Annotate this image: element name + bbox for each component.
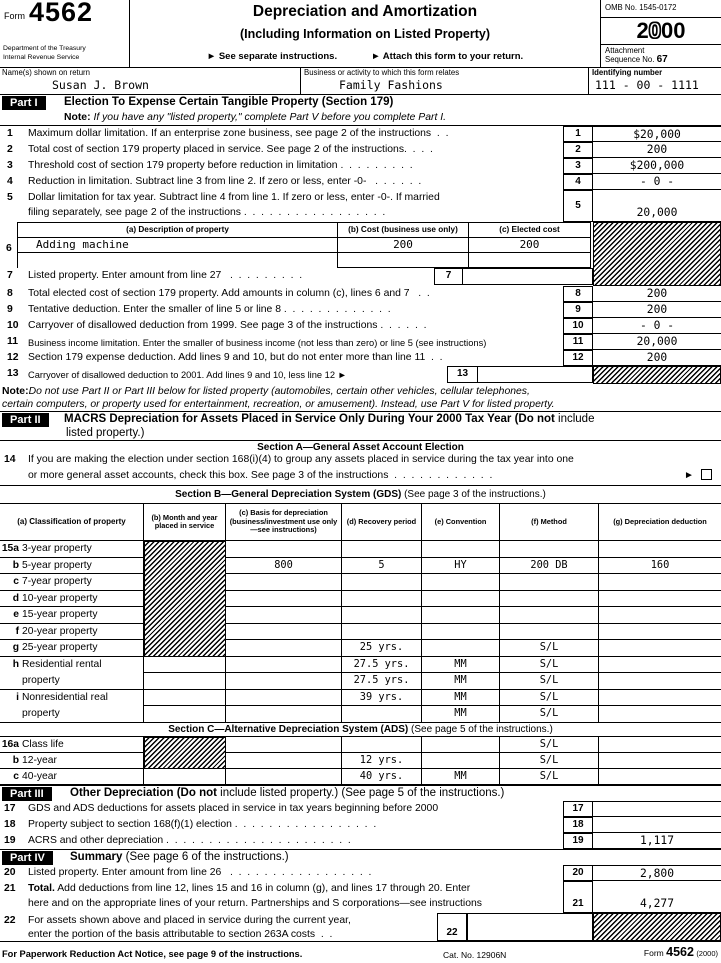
line9-box: 9 — [563, 302, 593, 318]
sequence-number: 67 — [656, 54, 668, 65]
line-19: 19 ACRS and other depreciation . . . . . . . . . . . . . . . . . . . . . . 19 1,117 — [0, 833, 721, 849]
line5-box: 5 — [563, 190, 593, 222]
line1-box: 1 — [563, 126, 593, 142]
line-14: 14 If you are making the election under section 168(i)(4) to group any assets placed in service during the tax year into one or more general asset accounts, check this box. See page 3 of the instructions . . . . . . . . . . . . ► — [0, 452, 721, 486]
form-word: Form — [4, 11, 25, 21]
col-e-header: (e) Convention — [422, 504, 500, 541]
row2-elected-cost[interactable] — [469, 253, 591, 268]
part4-title: Summary (See page 6 of the instructions.) — [70, 851, 289, 863]
line-1: 1 Maximum dollar limitation. If an enterprise zone business, see page 2 of the instructions . . 1 $20,000 — [0, 126, 721, 142]
line19-box: 19 — [563, 833, 593, 849]
line8-value[interactable]: 200 — [593, 286, 721, 302]
form-number-block — [0, 0, 130, 68]
line-9: 9 Tentative deduction. Enter the smaller of line 5 or line 8 . . . . . . . . . . . . . 9 200 — [0, 302, 721, 318]
sectionB-table — [0, 503, 721, 722]
basis-15b[interactable]: 800 — [226, 558, 342, 575]
line18-box: 18 — [563, 817, 593, 833]
part3-header — [0, 785, 721, 801]
business-label: Business or activity to which this form relates — [304, 68, 460, 77]
part2-title: MACRS Depreciation for Assets Placed in Service Only During Your 2000 Tax Year (Do not include — [64, 413, 595, 425]
row-15c: c 7-year property — [0, 574, 721, 591]
row-16a: 16a Class life S/L — [0, 737, 721, 753]
line-13: 13 Carryover of disallowed deduction to 2001. Add lines 9 and 10, less line 12 ► 13 — [0, 366, 721, 384]
line13-value[interactable] — [477, 366, 593, 383]
hatch-15a-to-15g-month-col — [144, 541, 226, 657]
tax-year: 2000 — [636, 18, 686, 43]
line17-box: 17 — [563, 801, 593, 817]
identifying-number-cell — [588, 68, 721, 95]
name-field[interactable]: Susan J. Brown — [52, 78, 149, 92]
row-15i-1: i Nonresidential real 39 yrs. MM S/L — [0, 690, 721, 707]
paperwork-notice: For Paperwork Reduction Act Notice, see page 9 of the instructions. — [2, 949, 303, 959]
part4-header — [0, 849, 721, 865]
table6-col-a-header: (a) Description of property — [17, 222, 338, 238]
attach-note: ► Attach this form to your return. — [371, 51, 524, 62]
row2-cost[interactable] — [338, 253, 469, 268]
part2-header — [0, 411, 721, 440]
footer-rule — [0, 941, 721, 942]
see-instructions-note: ► See separate instructions. — [206, 51, 338, 62]
line8-box: 8 — [563, 286, 593, 302]
row-15f: f 20-year property — [0, 624, 721, 641]
form-title: Depreciation and Amortization — [252, 3, 478, 20]
catalog-number: Cat. No. 12906N — [443, 950, 507, 960]
row-15d: d 10-year property — [0, 591, 721, 608]
line11-value[interactable]: 20,000 — [593, 334, 721, 350]
row-15h-1: h Residential rental 27.5 yrs. MM S/L — [0, 657, 721, 674]
line-4: 4 Reduction in limitation. Subtract line 3 from line 2. If zero or less, enter -0- . . . . . . 4 - 0 - — [0, 174, 721, 190]
line7-box: 7 — [434, 268, 463, 285]
omb-number: OMB No. 1545-0172 — [601, 0, 721, 18]
line12-value[interactable]: 200 — [593, 350, 721, 366]
attachment-sequence: Attachment Sequence No. 67 — [601, 44, 721, 64]
col-g-header: (g) Depreciation deduction — [599, 504, 721, 541]
row2-description[interactable] — [17, 253, 338, 268]
table6-row-2 — [17, 253, 593, 268]
line-12: 12 Section 179 expense deduction. Add lines 9 and 10, but do not enter more than line 11 . . 12 200 — [0, 350, 721, 366]
line3-box: 3 — [563, 158, 593, 174]
sectionB-header-row — [0, 504, 721, 541]
hatch-16a-16b-month-col — [144, 737, 226, 769]
row1-cost[interactable]: 200 — [338, 238, 469, 253]
line17-value[interactable] — [593, 801, 721, 817]
form-subtitle: (Including Information on Listed Property) — [240, 27, 490, 41]
identifying-number-label: Identifying number — [592, 68, 663, 77]
name-cell — [0, 68, 300, 95]
line-20: 20 Listed property. Enter amount from line 26 . . . . . . . . . . . . . . . . . 20 2,800 — [0, 865, 721, 881]
row-15i-2: property MM S/L — [0, 706, 721, 723]
line10-box: 10 — [563, 318, 593, 334]
col-f-header: (f) Method — [500, 504, 599, 541]
basis-15a[interactable] — [226, 541, 342, 558]
row-16b: b 12-year 12 yrs. S/L — [0, 753, 721, 769]
line19-value[interactable]: 1,117 — [593, 833, 721, 849]
row-15g: g 25-year property 25 yrs. S/L — [0, 640, 721, 657]
line5-value[interactable]: 20,000 — [593, 190, 721, 222]
line-11: 11 Business income limitation. Enter the smaller of business income (not less than zero) or line 5 (see instructions) 11 20,000 — [0, 334, 721, 350]
footer-form-number: 4562 — [666, 945, 694, 959]
line22-box: 22 — [437, 913, 467, 941]
sectionC-title: Section C—Alternative Depreciation System (ADS) (See page 5 of the instructions.) — [0, 722, 721, 737]
row-15a: 15a 3-year property — [0, 541, 721, 558]
identity-row — [0, 68, 721, 95]
hollow-zero: 0 — [648, 18, 661, 43]
footer — [0, 945, 721, 963]
line22-value[interactable] — [467, 913, 593, 941]
part4-chip: Part IV — [2, 851, 53, 865]
line10-value[interactable]: - 0 - — [593, 318, 721, 334]
line4-box: 4 — [563, 174, 593, 190]
dept-line1: Department of the Treasury — [3, 45, 86, 52]
form-title-block — [130, 0, 600, 68]
line-5: 5 Dollar limitation for tax year. Subtract line 4 from line 1. If zero or less, enter -0-. If married filing separately, see page 2 of the instructions . . . . . . . . . . . . . . . . . 5 20,000 — [0, 190, 721, 222]
line18-value[interactable] — [593, 817, 721, 833]
row-15h-2: property 27.5 yrs. MM S/L — [0, 673, 721, 690]
identifying-number-field[interactable]: 111 - 00 - 1111 — [595, 78, 699, 92]
line4-value[interactable]: - 0 - — [593, 174, 721, 190]
table6-col-c-header: (c) Elected cost — [469, 222, 591, 238]
business-field[interactable]: Family Fashions — [339, 78, 443, 92]
line-21: 21 Total. Add deductions from line 12, lines 15 and 16 in column (g), and lines 17 through 20. Enter here and on the appropriate lines of your return. Partnerships and S corporations—see instructions 21 4,277 — [0, 881, 721, 913]
line2-value[interactable]: 200 — [593, 142, 721, 158]
line12-box: 12 — [563, 350, 593, 366]
line11-box: 11 — [563, 334, 593, 350]
line-7: 7 Listed property. Enter amount from line 27 . . . . . . . . . 7 — [0, 268, 721, 286]
line-2: 2 Total cost of section 179 property placed in service. See page 2 of the instructions. . . . 2 200 — [0, 142, 721, 158]
form-number: 4562 — [29, 0, 94, 27]
row-15e: e 15-year property — [0, 607, 721, 624]
line14-arrow: ► — [684, 470, 694, 481]
col-b-header: (b) Month and year placed in service — [144, 504, 226, 541]
form-header — [0, 0, 721, 68]
line1-value[interactable]: $20,000 — [593, 126, 721, 142]
sectionB-title: Section B—General Depreciation System (GDS) (See page 3 of the instructions.) — [175, 489, 546, 500]
sectionA-title: Section A—General Asset Account Election — [0, 440, 721, 452]
line-3: 3 Threshold cost of section 179 property before reduction in limitation . . . . . . . . . 3 $200,000 — [0, 158, 721, 174]
line-22: 22 For assets shown above and placed in service during the current year, enter the portion of the basis attributable to section 263A costs . . 22 — [0, 913, 721, 941]
line-8: 8 Total elected cost of section 179 property. Add amounts in column (c), lines 6 and 7 . . 8 200 — [0, 286, 721, 302]
line13-box: 13 — [447, 366, 478, 383]
omb-block — [600, 0, 721, 68]
row-15b: b 5-year property 800 5 HY 200 DB 160 — [0, 558, 721, 575]
part1-title: Election To Expense Certain Tangible Property (Section 179) — [64, 96, 394, 108]
line-18: 18 Property subject to section 168(f)(1) election . . . . . . . . . . . . . . . . . 18 — [0, 817, 721, 833]
hatch-right-of-table6 — [593, 222, 721, 286]
hatch-line13 — [593, 366, 721, 384]
col-a-header: (a) Classification of property — [0, 504, 144, 541]
line-10: 10 Carryover of disallowed deduction from 1999. See page 3 of the instructions . . . . . . 10 - 0 - — [0, 318, 721, 334]
line7-value[interactable] — [462, 268, 593, 285]
part2-chip: Part II — [2, 413, 49, 427]
part2-title-line2: listed property.) — [66, 427, 145, 439]
line21-box: 21 — [563, 881, 593, 913]
line6-number: 6 — [6, 243, 12, 254]
line20-value[interactable]: 2,800 — [593, 865, 721, 881]
name-label: Name(s) shown on return — [2, 68, 90, 77]
dept-line2: Internal Revenue Service — [3, 54, 80, 61]
line9-value[interactable]: 200 — [593, 302, 721, 318]
row1-elected-cost[interactable]: 200 — [469, 238, 591, 253]
line-17: 17 GDS and ADS deductions for assets placed in service in tax years beginning before 2000 17 — [0, 801, 721, 817]
hatch-line22 — [593, 913, 721, 941]
business-cell — [300, 68, 588, 95]
part3-chip: Part III — [2, 787, 52, 801]
table6-col-b-header: (b) Cost (business use only) — [338, 222, 469, 238]
part1-header — [0, 95, 721, 126]
row1-description[interactable]: Adding machine — [17, 238, 338, 253]
line3-value[interactable]: $200,000 — [593, 158, 721, 174]
line6-table-block — [0, 222, 721, 268]
listed-property-note: Note:Do not use Part II or Part III below for listed property (automobiles, certain other vehicles, cellular telephones, certain computers, or property used for entertainment, recreation, or amusement). Instead, use Part V for listed property. — [2, 386, 555, 410]
line20-box: 20 — [563, 865, 593, 881]
line21-value[interactable]: 4,277 — [593, 881, 721, 913]
col-d-header: (d) Recovery period — [342, 504, 422, 541]
sectionC-block — [0, 722, 721, 786]
table6-row-1 — [17, 238, 593, 253]
row-16c: c 40-year 40 yrs. MM S/L — [0, 769, 721, 785]
part3-title: Other Depreciation (Do not include listed property.) (See page 5 of the instructions.) — [70, 787, 505, 799]
col-c-header: (c) Basis for depreciation (business/investment use only—see instructions) — [226, 504, 342, 541]
table6-header — [17, 222, 593, 238]
line2-box: 2 — [563, 142, 593, 158]
footer-form-id: Form 4562 (2000) — [643, 945, 718, 959]
line14-checkbox[interactable] — [701, 469, 712, 480]
part1-note: Note: If you have any "listed property," complete Part V before you complete Part I. — [64, 112, 447, 123]
part1-chip: Part I — [2, 96, 46, 110]
